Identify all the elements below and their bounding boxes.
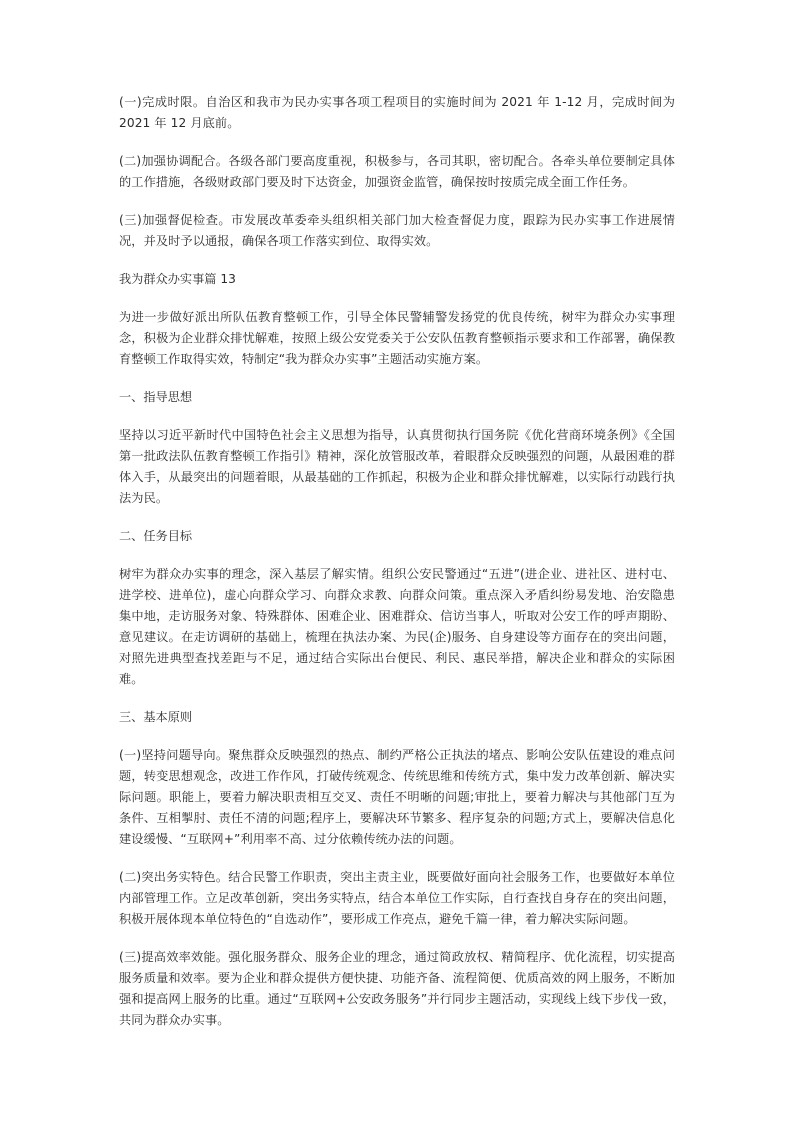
heading-basic-principles: 三、基本原则	[119, 710, 193, 724]
paragraph-guiding-ideology: 坚持以习近平新时代中国特色社会主义思想为指导，认真贯彻执行国务院《优化营商环境条例》《全国第一批政法队伍教育整顿工作指引》精神，深化放管服改革，着眼群众反映强烈的问题，从最困难的群体入手，从最突出的问题着眼，从最基础的工作抓起，积极为企业和群众排忧解难，以实际行动践行执法为民。	[119, 428, 675, 505]
heading-guiding-ideology: 一、指导思想	[119, 390, 193, 404]
paragraph-highlight-features: (二)突出务实特色。结合民警工作职责，突出主责主业，既要做好面向社会服务工作，也要做好本单位内部管理工作。立足改革创新，突出务实特点，结合本单位工作实际，自行查找自身存在的突出问题，积极开展体现本单位特色的“自选动作”，要形成工作亮点，避免千篇一律，着力解决实际问题。	[119, 870, 675, 926]
section-title-article-13: 我为群众办实事篇 13	[119, 272, 236, 286]
paragraph-problem-oriented: (一)坚持问题导向。聚焦群众反映强烈的热点、制约严格公正执法的堵点、影响公安队伍建设的难点问题，转变思想观念，改进工作作风，打破传统观念、传统思维和传统方式，集中发力改革创新、解决实际问题。职能上，要着力解决职责相互交叉、责任不明晰的问题;审批上，要着力解决与其他部门互为条件、互相掣肘、责任不清的问题;程序上，要解决环节繁多、程序复杂的问题;方式上，要解决信息化建设缓慢、“互联网+”利用率不高、过分依赖传统办法的问题。	[119, 748, 675, 846]
paragraph-improve-efficiency: (三)提高效率效能。强化服务群众、服务企业的理念，通过简政放权、精简程序、优化流程，切实提高服务质量和效率。要为企业和群众提供方便快捷、功能齐备、流程简便、优质高效的网上服务，不断加强和提高网上服务的比重。通过“互联网+公安政务服务”并行同步主题活动，实现线上线下步伐一致，共同为群众办实事。	[119, 950, 675, 1027]
paragraph-task-objectives: 树牢为群众办实事的理念，深入基层了解实情。组织公安民警通过“五进”(进企业、进社区、进村屯、进学校、进单位)，虚心向群众学习、向群众求教、向群众问策。重点深入矛盾纠纷易发地、治安隐患集中地，走访服务对象、特殊群体、困难企业、困难群众、信访当事人，听取对公安工作的呼声期盼、意见建议。在走访调研的基础上，梳理在执法办案、为民(企)服务、自身建设等方面存在的突出问题，对照先进典型查找差距与不足，通过结合实际出台便民、利民、惠民举措，解决企业和群众的实际困难。	[119, 567, 675, 686]
heading-task-objectives: 二、任务目标	[119, 529, 193, 543]
paragraph-introduction: 为进一步做好派出所队伍教育整顿工作，引导全体民警辅警发扬党的优良传统，树牢为群众办实事理念，积极为企业群众排忧解难，按照上级公安党委关于公安队伍教育整顿指示要求和工作部署，确保教育整顿工作取得实效，特制定“我为群众办实事”主题活动实施方案。	[119, 310, 675, 366]
paragraph-supervision: (三)加强督促检查。市发展改革委牵头组织相关部门加大检查督促力度，跟踪为民办实事工作进展情况，并及时予以通报，确保各项工作落实到位、取得实效。	[119, 213, 675, 248]
paragraph-coordination: (二)加强协调配合。各级各部门要高度重视，积极参与，各司其职，密切配合。各牵头单位要制定具体的工作措施，各级财政部门要及时下达资金，加强资金监管，确保按时按质完成全面工作任务。	[119, 154, 675, 189]
paragraph-completion-deadline: (一)完成时限。自治区和我市为民办实事各项工程项目的实施时间为 2021 年 1-12 月，完成时间为 2021 年 12 月底前。	[119, 95, 675, 130]
document-body	[119, 92, 675, 1048]
